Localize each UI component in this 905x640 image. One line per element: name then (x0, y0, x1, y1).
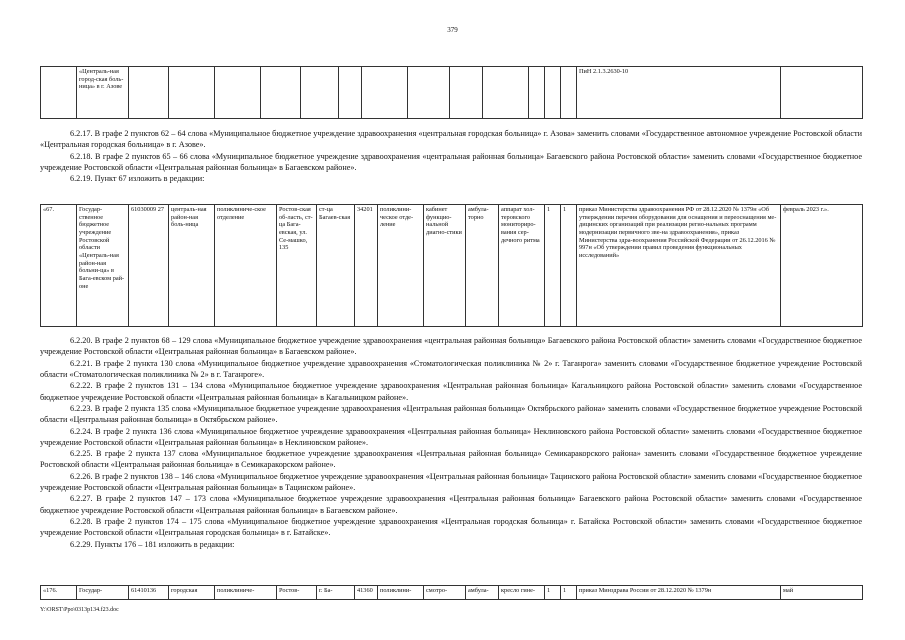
paragraph: 6.2.22. В графе 2 пунктов 131 – 134 слова «Муниципальное бюджетное учреждение здравоохранения «Центральная районная больница» Кагальницкого района Ростовской области» заменить словами «Государственное бюджетное учреждение Ростовской области «Центральная районная больница» в Кагальницком районе». (40, 381, 862, 402)
table-cell: Ростов- (277, 586, 317, 600)
table-cell: май (781, 586, 863, 600)
table-cell (129, 67, 169, 119)
table-cell: ПиН 2.1.3.2630-10 (577, 67, 781, 119)
paragraph: 6.2.26. В графе 2 пунктов 138 – 146 слова «Муниципальное бюджетное учреждение здравоохранения «Центральная районная больница» Тацинского района Ростовской области» заменить словами «Государственное бюджетное учреждение Ростовской области «Центральная районная больница» в Тацинском районе». (40, 471, 862, 493)
table-cell (781, 67, 863, 119)
table-cell: поликлиниче- (215, 586, 277, 600)
table-cell: 61410136 (129, 586, 169, 600)
table-cell (261, 67, 301, 119)
table-cell (561, 67, 577, 119)
table-cell (408, 67, 450, 119)
table-cell: «Централь-ная город-ская боль-ница» в г. Азове (77, 67, 129, 119)
paragraph: 6.2.24. В графе 2 пункта 136 слова «Муниципальное бюджетное учреждение здравоохранения «Центральная районная больница» Неклиновского района Ростовской области» заменить словами «Государственное бюджетное учреждение Ростовской области «Центральная районная больница» в Неклиновском районе». (40, 426, 862, 447)
table-row (41, 205, 863, 327)
table-cell (529, 67, 545, 119)
table-cell: 34201 (355, 205, 378, 327)
footer-file-path: Y:\ORST\Ppo\0313p134.f23.doc (40, 607, 119, 613)
paragraph: 6.2.20. В графе 2 пунктов 68 – 129 слова «Муниципальное бюджетное учреждение здравоохранения «центральная районная больница» Багаевского района Ростовской области» заменить словами «Государственное бюджетное учреждение Ростовской области «Центральная районная больница» в Багаевском районе». (40, 336, 862, 357)
table-fragment-top (40, 66, 863, 119)
table-item-176 (40, 585, 863, 600)
paragraph: 6.2.28. В графе 2 пунктов 174 – 175 слова «Муниципальное бюджетное учреждение здравоохранения «Центральная городская больница» г. Батайска Ростовской области» заменить словами «Государственное бюджетное учреждение Ростовской области «Центральная городская больница» в г. Батайске». (40, 517, 862, 538)
table-cell: амбула- (466, 586, 499, 600)
table-cell: городская (169, 586, 215, 600)
paragraph: 6.2.18. В графе 2 пунктов 65 – 66 слова «Муниципальное бюджетное учреждение здравоохранения «центральная районная больница» Багаевского района Ростовской области» заменить словами «Государственное бюджетное учреждение Ростовской области «Центральная районная больница» в Багаевском районе». (40, 151, 862, 172)
table-cell: ст-ца Багаев-ская (317, 205, 355, 327)
table-cell (215, 67, 261, 119)
table-cell: г. Ба- (317, 586, 355, 600)
table-cell: кабинет функцио-нальной диагно-стики (424, 205, 466, 327)
table-cell: поликлини- (378, 586, 424, 600)
table-cell (301, 67, 339, 119)
table-cell (339, 67, 362, 119)
text-block-amendments-1 (40, 128, 862, 185)
table-row (41, 586, 863, 600)
table-cell: 41360 (355, 586, 378, 600)
table-cell: смотро- (424, 586, 466, 600)
table-item-67 (40, 204, 863, 327)
table-cell: 1 (561, 586, 577, 600)
paragraph: 6.2.19. Пункт 67 изложить в редакции: (70, 174, 205, 184)
paragraph: 6.2.25. В графе 2 пункта 137 слова «Муниципальное бюджетное учреждение здравоохранения «Центральная районная больница» Семикаракорского района» заменить словами «Государственное бюджетное учреждение Ростовской области «Центральная районная больница» в Семикаракорском районе». (40, 449, 862, 470)
table-cell: аппарат хол-теровского мониториро-вания сер-дечного ритма (499, 205, 545, 327)
table-cell: «67. (41, 205, 77, 327)
table-cell: приказ Минздрава России от 28.12.2020 № 1379н (577, 586, 781, 600)
table-cell: амбула-торно (466, 205, 499, 327)
table-cell: централь-ная район-ная боль-ница (169, 205, 215, 327)
table-cell: 61030009 27 (129, 205, 169, 327)
table-cell: 1 (545, 205, 561, 327)
table-row (41, 67, 863, 119)
paragraph: 6.2.29. Пункты 176 – 181 изложить в редакции: (70, 539, 235, 549)
table-cell: поликлини-ческое отде-ление (378, 205, 424, 327)
table-cell (545, 67, 561, 119)
table-cell: кресло гине- (499, 586, 545, 600)
text-block-amendments-2 (40, 335, 862, 550)
table-cell (362, 67, 408, 119)
table-cell (169, 67, 215, 119)
table-cell (483, 67, 529, 119)
table-cell: Государ- (77, 586, 129, 600)
paragraph: 6.2.21. В графе 2 пункта 130 слова «Муниципальное бюджетное учреждение здравоохранения «Стоматологическая поликлиника № 2» г. Таганрога» заменить словами «Государственное бюджетное учреждение Ростовской области «Стоматологическая поликлиника № 2» в г. Таганроге». (40, 358, 862, 379)
table-cell: Ростов-ская об-ласть, ст-ца Бага-евская, ул. Се-машко, 135 (277, 205, 317, 327)
table-cell: 1 (561, 205, 577, 327)
table-cell: февраль 2023 г.». (781, 205, 863, 327)
table-cell: «176. (41, 586, 77, 600)
table-cell: поликлиниче-ское отделение (215, 205, 277, 327)
paragraph: 6.2.23. В графе 2 пункта 135 слова «Муниципальное бюджетное учреждение здравоохранения «Центральная районная больница» Октябрьского района» заменить словами «Государственное бюджетное учреждение Ростовской области «Центральная районная больница» в Октябрьском районе». (40, 403, 862, 425)
table-cell (41, 67, 77, 119)
table-cell (450, 67, 483, 119)
table-cell: 1 (545, 586, 561, 600)
paragraph: 6.2.27. В графе 2 пунктов 147 – 173 слова «Муниципальное бюджетное учреждение здравоохранения «Центральная районная больница» Багаевского района Ростовской области» заменить словами «Государственное бюджетное учреждение Ростовской области «Центральная районная больница» в Багаевском районе». (40, 494, 862, 515)
table-cell: приказ Министерства здравоохранения РФ от 28.12.2020 № 1379н «Об утверждении перечня оборудования для оснащения и переоснащения ме-дицинских организаций при реализации регио-нальных программ модернизации первичного зве-на здравоохранения», приказ Министерства здра-воохранения Российской Федерации от 26.12.2016 № 997н «Об утверждении правил проведения функциональных исследований» (577, 205, 781, 327)
paragraph: 6.2.17. В графе 2 пунктов 62 – 64 слова «Муниципальное бюджетное учреждение здравоохранения «центральная городская больница» г. Азова» заменить словами «Государственное автономное учреждение Ростовской области «Центральная городская больница» в г. Азове». (40, 129, 862, 150)
table-cell: Государ-ственное бюджетное учреждение Ростовской области «Централь-ная район-ная больни-ца» в Бага-евском рай-оне (77, 205, 129, 327)
page-number: 379 (447, 26, 458, 34)
